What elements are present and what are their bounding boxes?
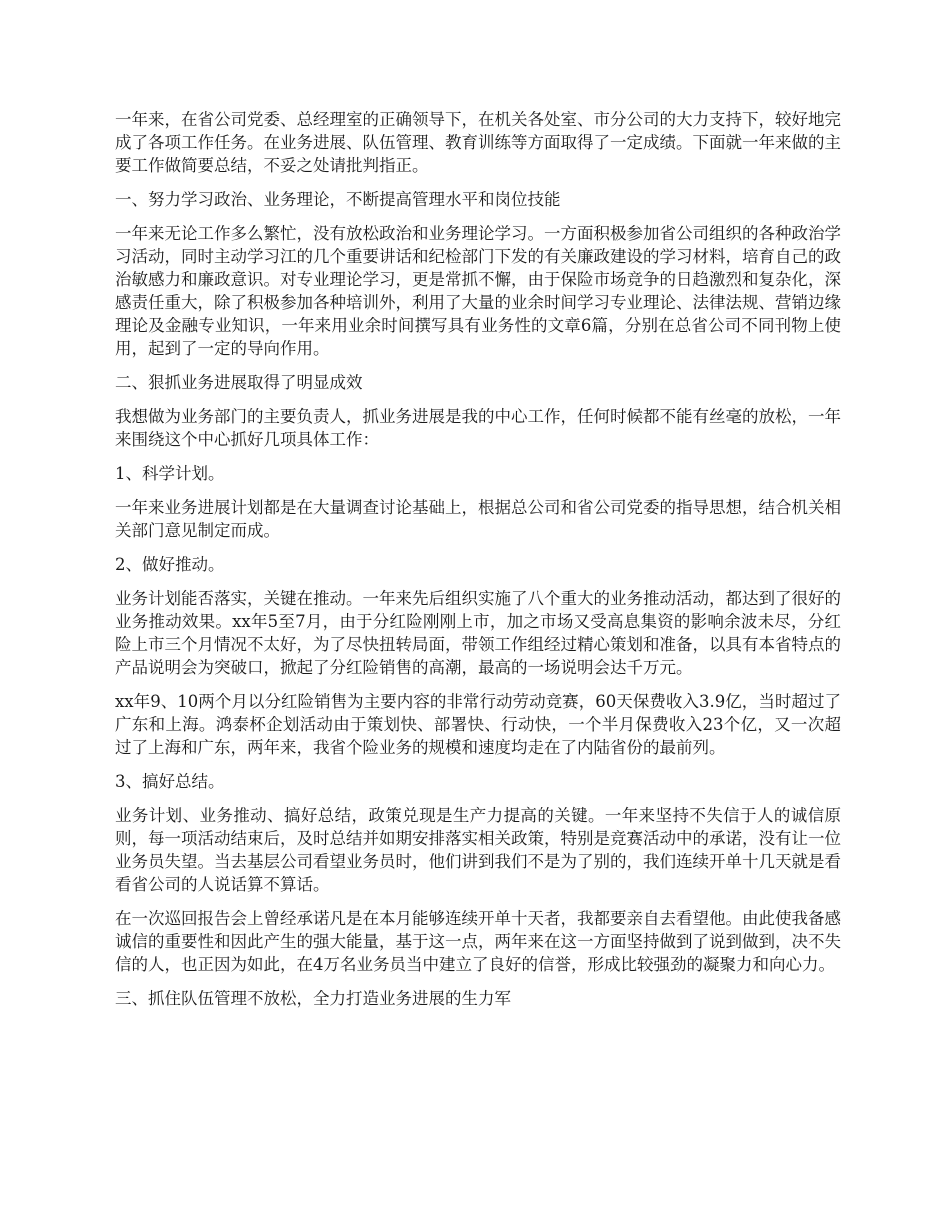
body-paragraph: 在一次巡回报告会上曾经承诺凡是在本月能够连续开单十天者，我都要亲自去看望他。由此使我备感诚信的重要性和因此产生的强大能量，基于这一点，两年来在这一方面坚持做到了说到做到，决不失信的人，也正因为如此，在4万名业务员当中建立了良好的信誉，形成比较强劲的凝聚力和向心力。	[115, 909, 841, 974]
section-heading-3: 三、抓住队伍管理不放松，全力打造业务进展的生力军	[115, 989, 511, 1008]
intro-paragraph: 一年来，在省公司党委、总经理室的正确领导下，在机关各处室、市分公司的大力支持下，较好地完成了各项工作任务。在业务进展、队伍管理、教育训练等方面取得了一定成绩。下面就一年来做的主要工作做简要总结，不妥之处请批判指正。	[115, 110, 841, 175]
body-paragraph: xx年9、10两个月以分红险销售为主要内容的非常行动劳动竞赛，60天保费收入3.9亿，当时超过了广东和上海。鸿泰杯企划活动由于策划快、部署快、行动快，一个半月保费收入23个亿，又一次超过了上海和广东，两年来，我省个险业务的规模和速度均走在了内陆省份的最前列。	[115, 692, 841, 757]
body-paragraph: 业务计划能否落实，关键在推动。一年来先后组织实施了八个重大的业务推动活动，都达到了很好的业务推动效果。xx年5至7月，由于分红险刚刚上市，加之市场又受高息集资的影响余波未尽，分红险上市三个月情况不太好，为了尽快扭转局面，带领工作组经过精心策划和准备，以具有本省特点的产品说明会为突破口，掀起了分红险销售的高潮，最高的一场说明会达千万元。	[115, 589, 841, 677]
document-body	[115, 108, 841, 1021]
subheading-1: 1、科学计划。	[115, 464, 225, 483]
section-heading-1: 一、努力学习政治、业务理论，不断提高管理水平和岗位技能	[115, 190, 561, 209]
body-paragraph: 业务计划、业务推动、搞好总结，政策兑现是生产力提高的关键。一年来坚持不失信于人的诚信原则，每一项活动结束后，及时总结并如期安排落实相关政策，特别是竞赛活动中的承诺，没有让一位业务员失望。当去基层公司看望业务员时，他们讲到我们不是为了别的，我们连续开单十几天就是看看省公司的人说话算不算话。	[115, 806, 841, 894]
body-paragraph: 一年来无论工作多么繁忙，没有放松政治和业务理论学习。一方面积极参加省公司组织的各种政治学习活动，同时主动学习江的几个重要讲话和纪检部门下发的有关廉政建设的学习材料，培育自己的政治敏感力和廉政意识。对专业理论学习，更是常抓不懈，由于保险市场竞争的日趋激烈和复杂化，深感责任重大，除了积极参加各种培训外，利用了大量的业余时间学习专业理论、法律法规、营销边缘理论及金融专业知识，一年来用业余时间撰写具有业务性的文章6篇，分别在总省公司不同刊物上使用，起到了一定的导向作用。	[115, 224, 841, 358]
body-paragraph: 一年来业务进展计划都是在大量调查讨论基础上，根据总公司和省公司党委的指导思想，结合机关相关部门意见制定而成。	[115, 498, 841, 540]
section-heading-2: 二、狠抓业务进展取得了明显成效	[115, 373, 363, 392]
subheading-3: 3、搞好总结。	[115, 772, 225, 791]
subheading-2: 2、做好推动。	[115, 555, 225, 574]
body-paragraph: 我想做为业务部门的主要负责人，抓业务进展是我的中心工作，任何时候都不能有丝毫的放松，一年来围绕这个中心抓好几项具体工作：	[115, 407, 841, 449]
